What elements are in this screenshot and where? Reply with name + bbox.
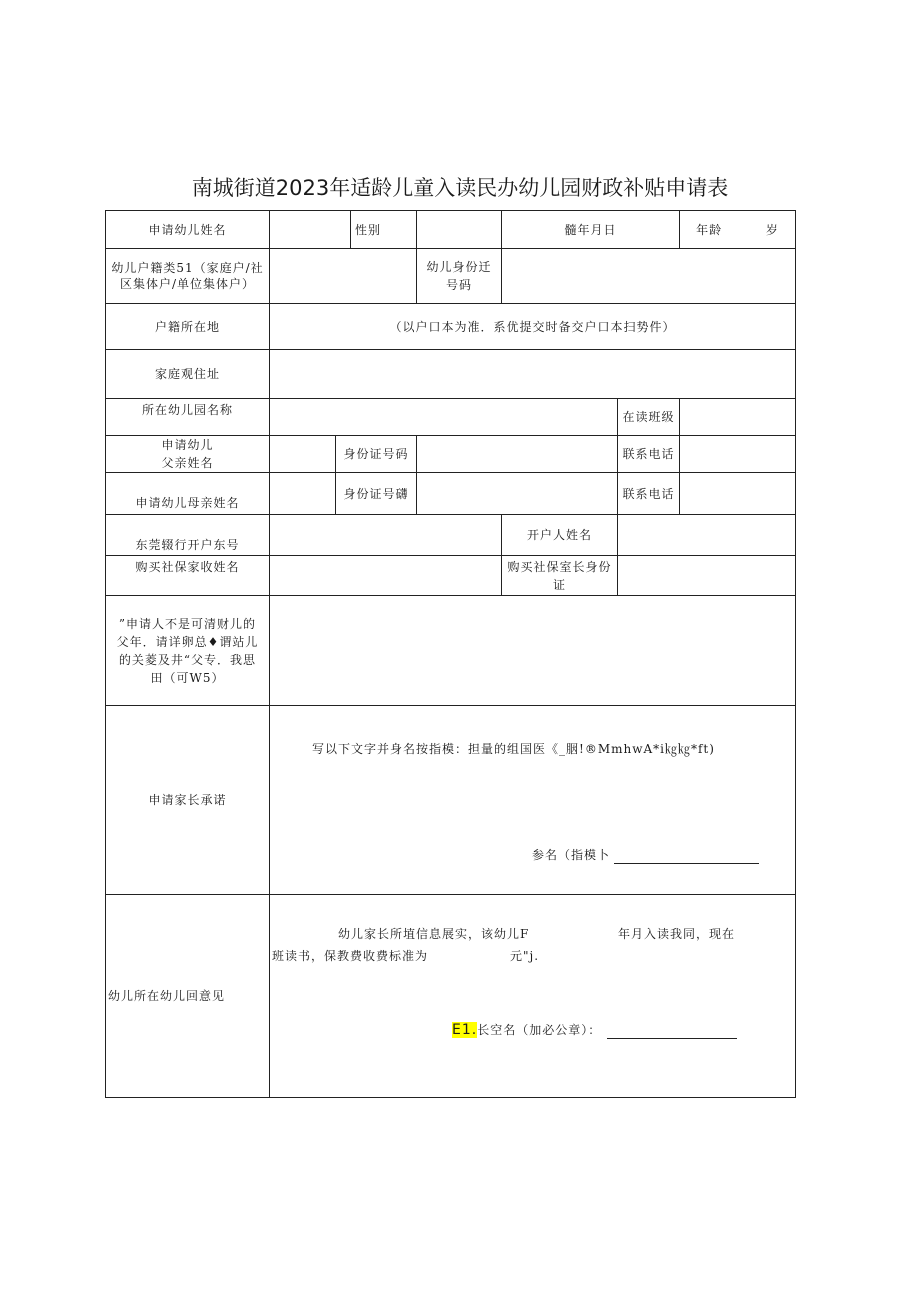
opinion-line1b: 年月入读我同，现在: [618, 927, 736, 941]
father-id-label: 身份证号码: [336, 436, 417, 473]
account-holder-field[interactable]: [618, 515, 796, 556]
child-id-label: 幼儿身份迁号码: [417, 249, 502, 304]
hukou-place-label: 户籍所在地: [106, 304, 270, 350]
row-address: [106, 350, 796, 399]
row-kindergarten-opinion: [106, 895, 796, 1098]
insurance-id-field[interactable]: [618, 556, 796, 596]
class-label: 在读班级: [618, 399, 680, 436]
promise-label: 申请家长承诺: [106, 706, 270, 895]
kindergarten-field[interactable]: [270, 399, 618, 436]
row-father: [106, 436, 796, 473]
signature-underline: [614, 851, 759, 864]
promise-text: 写以下文字并身名按指模：担量的组国医《_胭!®MmhwA*i㎏㎏*ft): [312, 742, 715, 756]
child-id-field[interactable]: [502, 249, 796, 304]
child-name-field[interactable]: [270, 211, 351, 249]
row-bank: [106, 515, 796, 556]
opinion-sign-label: 长空名（加必公章）：: [477, 1023, 602, 1037]
row-hukou-id: [106, 249, 796, 304]
age-label: 年龄: [696, 222, 723, 237]
account-holder-label: 开户人姓名: [502, 515, 618, 556]
promise-signature[interactable]: [532, 846, 759, 864]
application-form: [105, 210, 796, 1098]
guardian-field[interactable]: [270, 596, 796, 706]
row-promise: [106, 706, 796, 895]
opinion-label: 幼儿所在幼儿回意见: [106, 895, 270, 1098]
page-title: 南城街道2023年适龄儿童入读民办幼儿园财政补贴申请表: [191, 176, 729, 200]
address-field[interactable]: [270, 350, 796, 399]
mother-phone-field[interactable]: [680, 473, 796, 515]
father-phone-field[interactable]: [680, 436, 796, 473]
row-mother: [106, 473, 796, 515]
mother-phone-label: 联系电话: [618, 473, 680, 515]
father-name-label: 申请幼儿父亲姓名: [106, 436, 270, 473]
hukou-type-field[interactable]: [270, 249, 417, 304]
hukou-type-label: 幼儿户籍类51（家庭户/社区集体户/单位集体户）: [106, 249, 270, 304]
class-field[interactable]: [680, 399, 796, 436]
promise-cell[interactable]: [270, 706, 796, 895]
insurance-id-label: 购买社保室长身份证: [502, 556, 618, 596]
bank-account-field[interactable]: [270, 515, 502, 556]
row-hukou-place: [106, 304, 796, 350]
opinion-line2b: 元"j.: [510, 949, 540, 963]
father-id-field[interactable]: [417, 436, 618, 473]
insurance-name-label: 购买社保家收姓名: [106, 556, 270, 596]
age-unit: 岁: [765, 222, 779, 237]
father-name-field[interactable]: [270, 436, 336, 473]
highlight-mark: E1.: [452, 1022, 478, 1038]
mother-id-field[interactable]: [417, 473, 618, 515]
age-cell[interactable]: [680, 211, 796, 249]
opinion-line1a: 幼儿家长所埴信息展实，该幼儿F: [338, 927, 530, 941]
opinion-cell[interactable]: [270, 895, 796, 1098]
hukou-place-note[interactable]: （以户口本为准．系优提交时备交户口本扫势件）: [270, 304, 796, 350]
gender-field[interactable]: [417, 211, 502, 249]
guardian-note-label: ”申请人不是可清财儿的父年．请详卵总♦谓站儿的关菱及井“父专．我思田（可W5）: [106, 596, 270, 706]
mother-id-label: 身份证号礴: [336, 473, 417, 515]
stamp-underline: [607, 1026, 737, 1039]
row-kindergarten: [106, 399, 796, 436]
gender-label: 性别: [351, 211, 417, 249]
address-label: 家庭观住址: [106, 350, 270, 399]
promise-sign-label: 参名（指模卜: [532, 848, 611, 862]
child-name-label: 申请幼儿姓名: [106, 211, 270, 249]
row-insurance: [106, 556, 796, 596]
opinion-line2a: 班读书，保教费收费标准为: [272, 949, 429, 963]
kindergarten-label: 所在幼儿园名称: [106, 399, 270, 436]
row-child-basic: [106, 211, 796, 249]
birth-date-label: 髓年月日: [502, 211, 680, 249]
bank-account-label: 东莞辍行开户东号: [106, 515, 270, 556]
father-phone-label: 联系电话: [618, 436, 680, 473]
mother-name-field[interactable]: [270, 473, 336, 515]
insurance-name-field[interactable]: [270, 556, 502, 596]
opinion-signature[interactable]: [452, 1021, 737, 1039]
mother-name-label: 申请幼儿母亲姓名: [106, 473, 270, 515]
row-guardian: [106, 596, 796, 706]
